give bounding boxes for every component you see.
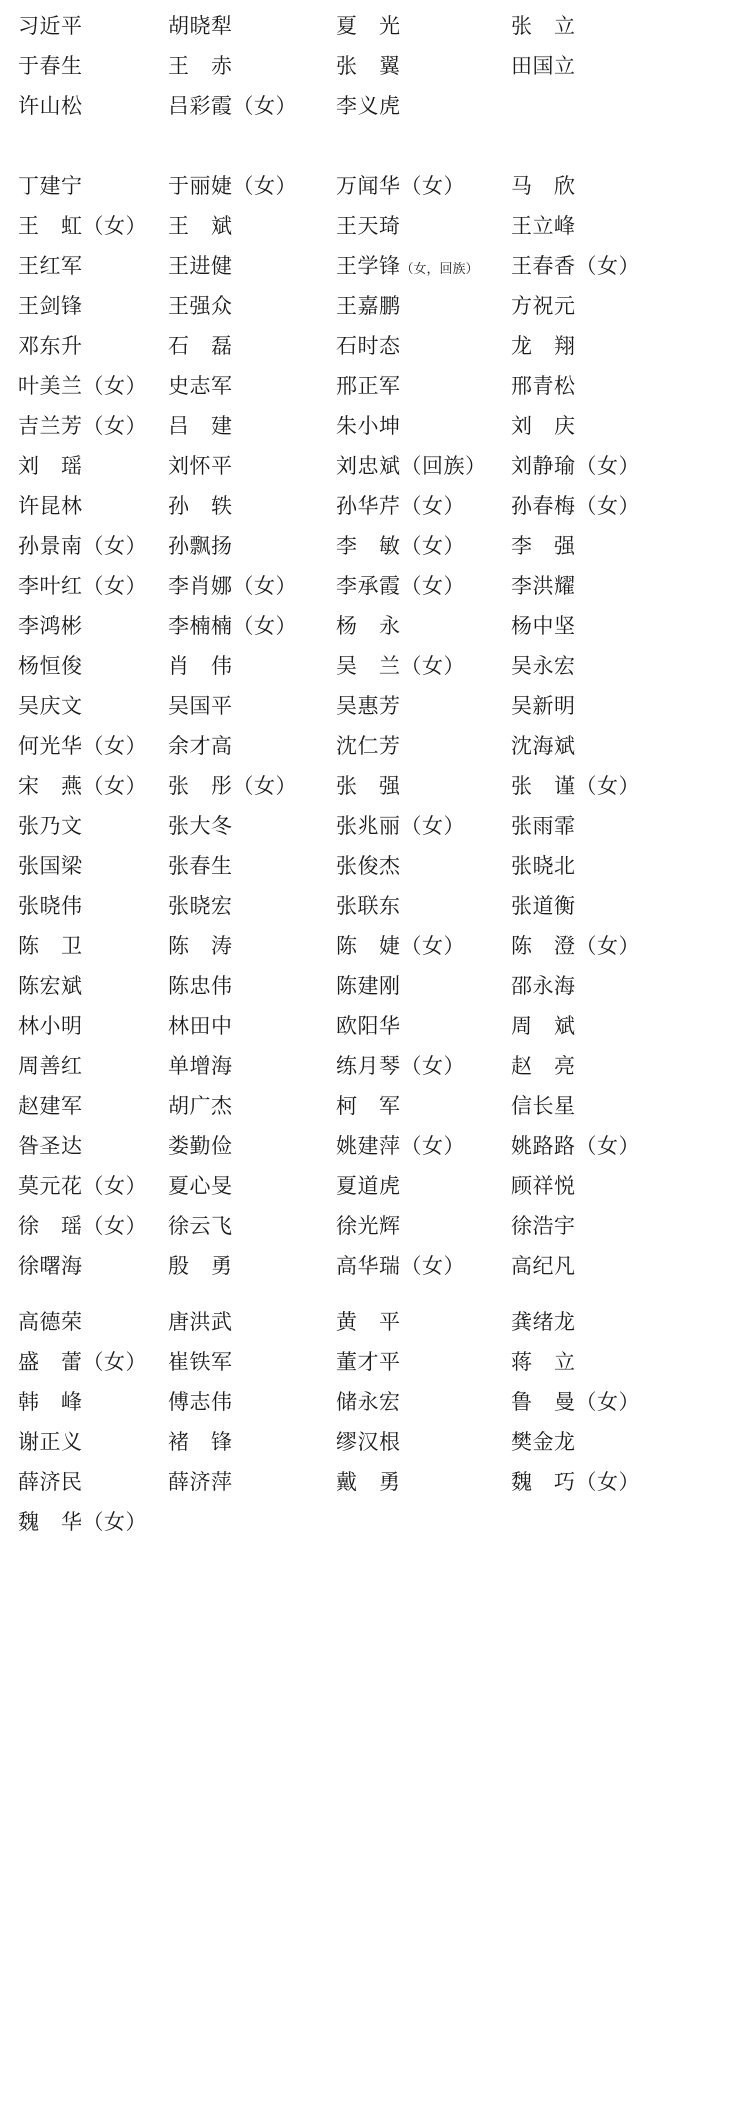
person-name: 马 欣 bbox=[511, 174, 576, 198]
person-name: 邓东升 bbox=[18, 334, 83, 358]
person-name: 孙 轶 bbox=[168, 494, 233, 518]
person-name: 戴 勇 bbox=[336, 1470, 401, 1494]
person-name: 鲁 曼（女） bbox=[511, 1390, 640, 1414]
name-row bbox=[18, 6, 732, 46]
person-name: 余才高 bbox=[168, 734, 233, 758]
person-name: 张 强 bbox=[336, 774, 401, 798]
person-name: 龙 翔 bbox=[511, 334, 576, 358]
person-name: 周 斌 bbox=[511, 1014, 576, 1038]
person-name: 殷 勇 bbox=[168, 1254, 233, 1278]
name-row bbox=[18, 406, 732, 446]
person-name: 李鸿彬 bbox=[18, 614, 83, 638]
person-name: 杨恒俊 bbox=[18, 654, 83, 678]
person-name: 王 赤 bbox=[168, 54, 233, 78]
person-name: 周善红 bbox=[18, 1054, 83, 1078]
person-name: 李义虎 bbox=[336, 94, 401, 118]
person-name: 张晓伟 bbox=[18, 894, 83, 918]
person-name: 李肖娜（女） bbox=[168, 574, 297, 598]
person-name: 吴惠芳 bbox=[336, 694, 401, 718]
name-row bbox=[18, 206, 732, 246]
name-row bbox=[18, 366, 732, 406]
person-name: 刘忠斌（回族） bbox=[336, 454, 487, 478]
person-name: 孙飘扬 bbox=[168, 534, 233, 558]
person-name: 吉兰芳（女） bbox=[18, 414, 147, 438]
person-name: 柯 军 bbox=[336, 1094, 401, 1118]
person-name: 石 磊 bbox=[168, 334, 233, 358]
person-name: 昝圣达 bbox=[18, 1134, 83, 1158]
person-name: 魏 华（女） bbox=[18, 1510, 147, 1534]
person-name: 吴庆文 bbox=[18, 694, 83, 718]
person-name: 姚路路（女） bbox=[511, 1134, 640, 1158]
person-name: 谢正义 bbox=[18, 1430, 83, 1454]
person-name: 林小明 bbox=[18, 1014, 83, 1038]
person-name: 欧阳华 bbox=[336, 1014, 401, 1038]
name-row bbox=[18, 646, 732, 686]
person-name: 王学锋（女，回族） bbox=[336, 254, 479, 278]
name-row bbox=[18, 1246, 732, 1286]
person-name: 石时态 bbox=[336, 334, 401, 358]
name-row bbox=[18, 486, 732, 526]
person-name: 张道衡 bbox=[511, 894, 576, 918]
name-row bbox=[18, 1462, 732, 1502]
person-name: 李承霞（女） bbox=[336, 574, 465, 598]
name-row bbox=[18, 526, 732, 566]
name-row bbox=[18, 166, 732, 206]
name-row bbox=[18, 686, 732, 726]
person-name: 宋 燕（女） bbox=[18, 774, 147, 798]
person-name: 陈建刚 bbox=[336, 974, 401, 998]
person-name: 朱小坤 bbox=[336, 414, 401, 438]
name-roster bbox=[18, 6, 732, 1542]
name-row bbox=[18, 606, 732, 646]
person-name: 张晓北 bbox=[511, 854, 576, 878]
name-row bbox=[18, 1206, 732, 1246]
person-name: 张 谨（女） bbox=[511, 774, 640, 798]
person-name: 何光华（女） bbox=[18, 734, 147, 758]
person-name: 邵永海 bbox=[511, 974, 576, 998]
name-group bbox=[18, 1302, 732, 1542]
person-name: 张 翼 bbox=[336, 54, 401, 78]
person-name: 薛济民 bbox=[18, 1470, 83, 1494]
name-row bbox=[18, 1302, 732, 1342]
person-name: 陈 澄（女） bbox=[511, 934, 640, 958]
person-name: 刘 庆 bbox=[511, 414, 576, 438]
person-name: 李 强 bbox=[511, 534, 576, 558]
person-name: 邢正军 bbox=[336, 374, 401, 398]
person-name: 王强众 bbox=[168, 294, 233, 318]
person-name: 高华瑞（女） bbox=[336, 1254, 465, 1278]
person-name: 沈仁芳 bbox=[336, 734, 401, 758]
person-name: 薛济萍 bbox=[168, 1470, 233, 1494]
person-name: 林田中 bbox=[168, 1014, 233, 1038]
person-name: 张春生 bbox=[168, 854, 233, 878]
name-row bbox=[18, 326, 732, 366]
person-name: 张俊杰 bbox=[336, 854, 401, 878]
person-name: 傅志伟 bbox=[168, 1390, 233, 1414]
name-row bbox=[18, 1342, 732, 1382]
person-name: 高德荣 bbox=[18, 1310, 83, 1334]
person-name: 邢青松 bbox=[511, 374, 576, 398]
person-name: 许昆林 bbox=[18, 494, 83, 518]
name-row bbox=[18, 926, 732, 966]
person-name: 王嘉鹏 bbox=[336, 294, 401, 318]
person-name: 张 彤（女） bbox=[168, 774, 297, 798]
name-row bbox=[18, 446, 732, 486]
person-name: 叶美兰（女） bbox=[18, 374, 147, 398]
person-name: 张雨霏 bbox=[511, 814, 576, 838]
person-name: 王天琦 bbox=[336, 214, 401, 238]
person-name: 王春香（女） bbox=[511, 254, 640, 278]
name-row bbox=[18, 1006, 732, 1046]
person-name: 赵 亮 bbox=[511, 1054, 576, 1078]
person-name: 赵建军 bbox=[18, 1094, 83, 1118]
name-row bbox=[18, 246, 732, 286]
person-name: 丁建宁 bbox=[18, 174, 83, 198]
name-row bbox=[18, 1422, 732, 1462]
person-name: 张 立 bbox=[511, 14, 576, 38]
person-name: 张兆丽（女） bbox=[336, 814, 465, 838]
person-name: 吕 建 bbox=[168, 414, 233, 438]
person-name: 徐光辉 bbox=[336, 1214, 401, 1238]
person-name: 黄 平 bbox=[336, 1310, 401, 1334]
person-name: 张联东 bbox=[336, 894, 401, 918]
person-name: 储永宏 bbox=[336, 1390, 401, 1414]
person-name: 徐曙海 bbox=[18, 1254, 83, 1278]
person-name: 习近平 bbox=[18, 14, 83, 38]
person-name: 胡广杰 bbox=[168, 1094, 233, 1118]
person-name: 顾祥悦 bbox=[511, 1174, 576, 1198]
person-name: 孙景南（女） bbox=[18, 534, 147, 558]
person-name: 练月琴（女） bbox=[336, 1054, 465, 1078]
person-name: 王立峰 bbox=[511, 214, 576, 238]
person-name: 胡晓犁 bbox=[168, 14, 233, 38]
person-name: 韩 峰 bbox=[18, 1390, 83, 1414]
person-name: 徐 瑶（女） bbox=[18, 1214, 147, 1238]
person-name: 刘怀平 bbox=[168, 454, 233, 478]
name-row bbox=[18, 86, 732, 126]
person-name: 陈忠伟 bbox=[168, 974, 233, 998]
person-name: 杨中坚 bbox=[511, 614, 576, 638]
person-name: 杨 永 bbox=[336, 614, 401, 638]
name-row bbox=[18, 846, 732, 886]
person-name: 夏 光 bbox=[336, 14, 401, 38]
name-row bbox=[18, 1502, 732, 1542]
person-name: 王 斌 bbox=[168, 214, 233, 238]
person-name: 孙华芹（女） bbox=[336, 494, 465, 518]
name-group bbox=[18, 6, 732, 126]
person-name: 李楠楠（女） bbox=[168, 614, 297, 638]
person-name: 魏 巧（女） bbox=[511, 1470, 640, 1494]
person-name: 樊金龙 bbox=[511, 1430, 576, 1454]
person-name: 夏道虎 bbox=[336, 1174, 401, 1198]
person-name: 史志军 bbox=[168, 374, 233, 398]
group-separator bbox=[18, 126, 732, 166]
name-row bbox=[18, 286, 732, 326]
person-name: 信长星 bbox=[511, 1094, 576, 1118]
name-row bbox=[18, 46, 732, 86]
person-name: 徐云飞 bbox=[168, 1214, 233, 1238]
group-separator bbox=[18, 1286, 732, 1302]
person-name: 于丽婕（女） bbox=[168, 174, 297, 198]
name-row bbox=[18, 1126, 732, 1166]
person-name: 刘 瑶 bbox=[18, 454, 83, 478]
person-name: 许山松 bbox=[18, 94, 83, 118]
person-name: 吴国平 bbox=[168, 694, 233, 718]
person-name: 张乃文 bbox=[18, 814, 83, 838]
person-name: 陈 婕（女） bbox=[336, 934, 465, 958]
person-name: 于春生 bbox=[18, 54, 83, 78]
name-row bbox=[18, 886, 732, 926]
person-name: 田国立 bbox=[511, 54, 576, 78]
name-row bbox=[18, 1166, 732, 1206]
person-name: 高纪凡 bbox=[511, 1254, 576, 1278]
name-row bbox=[18, 1086, 732, 1126]
name-row bbox=[18, 766, 732, 806]
person-name: 万闻华（女） bbox=[336, 174, 465, 198]
person-name: 孙春梅（女） bbox=[511, 494, 640, 518]
name-row bbox=[18, 1046, 732, 1086]
person-name: 王剑锋 bbox=[18, 294, 83, 318]
person-name: 陈宏斌 bbox=[18, 974, 83, 998]
person-name: 崔铁军 bbox=[168, 1350, 233, 1374]
person-name: 王进健 bbox=[168, 254, 233, 278]
person-name: 李洪耀 bbox=[511, 574, 576, 598]
person-name: 王红军 bbox=[18, 254, 83, 278]
name-group bbox=[18, 166, 732, 1286]
person-name: 单增海 bbox=[168, 1054, 233, 1078]
person-name: 李叶红（女） bbox=[18, 574, 147, 598]
person-name: 蒋 立 bbox=[511, 1350, 576, 1374]
person-name: 盛 蕾（女） bbox=[18, 1350, 147, 1374]
person-name: 刘静瑜（女） bbox=[511, 454, 640, 478]
person-name: 徐浩宇 bbox=[511, 1214, 576, 1238]
name-row bbox=[18, 806, 732, 846]
person-name: 肖 伟 bbox=[168, 654, 233, 678]
person-name: 吴永宏 bbox=[511, 654, 576, 678]
person-name: 陈 涛 bbox=[168, 934, 233, 958]
name-row bbox=[18, 726, 732, 766]
person-name: 姚建萍（女） bbox=[336, 1134, 465, 1158]
name-row bbox=[18, 1382, 732, 1422]
person-name: 吴新明 bbox=[511, 694, 576, 718]
person-name: 莫元花（女） bbox=[18, 1174, 147, 1198]
person-name: 张国梁 bbox=[18, 854, 83, 878]
person-name: 张大冬 bbox=[168, 814, 233, 838]
person-name: 沈海斌 bbox=[511, 734, 576, 758]
person-name: 龚绪龙 bbox=[511, 1310, 576, 1334]
person-name: 缪汉根 bbox=[336, 1430, 401, 1454]
person-name: 陈 卫 bbox=[18, 934, 83, 958]
person-name: 李 敏（女） bbox=[336, 534, 465, 558]
person-name: 唐洪武 bbox=[168, 1310, 233, 1334]
person-name: 吕彩霞（女） bbox=[168, 94, 297, 118]
person-name: 张晓宏 bbox=[168, 894, 233, 918]
person-name: 娄勤俭 bbox=[168, 1134, 233, 1158]
person-name: 夏心旻 bbox=[168, 1174, 233, 1198]
name-row bbox=[18, 566, 732, 606]
person-name: 吴 兰（女） bbox=[336, 654, 465, 678]
person-name: 董才平 bbox=[336, 1350, 401, 1374]
person-name: 褚 锋 bbox=[168, 1430, 233, 1454]
name-row bbox=[18, 966, 732, 1006]
person-name: 王 虹（女） bbox=[18, 214, 147, 238]
person-name: 方祝元 bbox=[511, 294, 576, 318]
